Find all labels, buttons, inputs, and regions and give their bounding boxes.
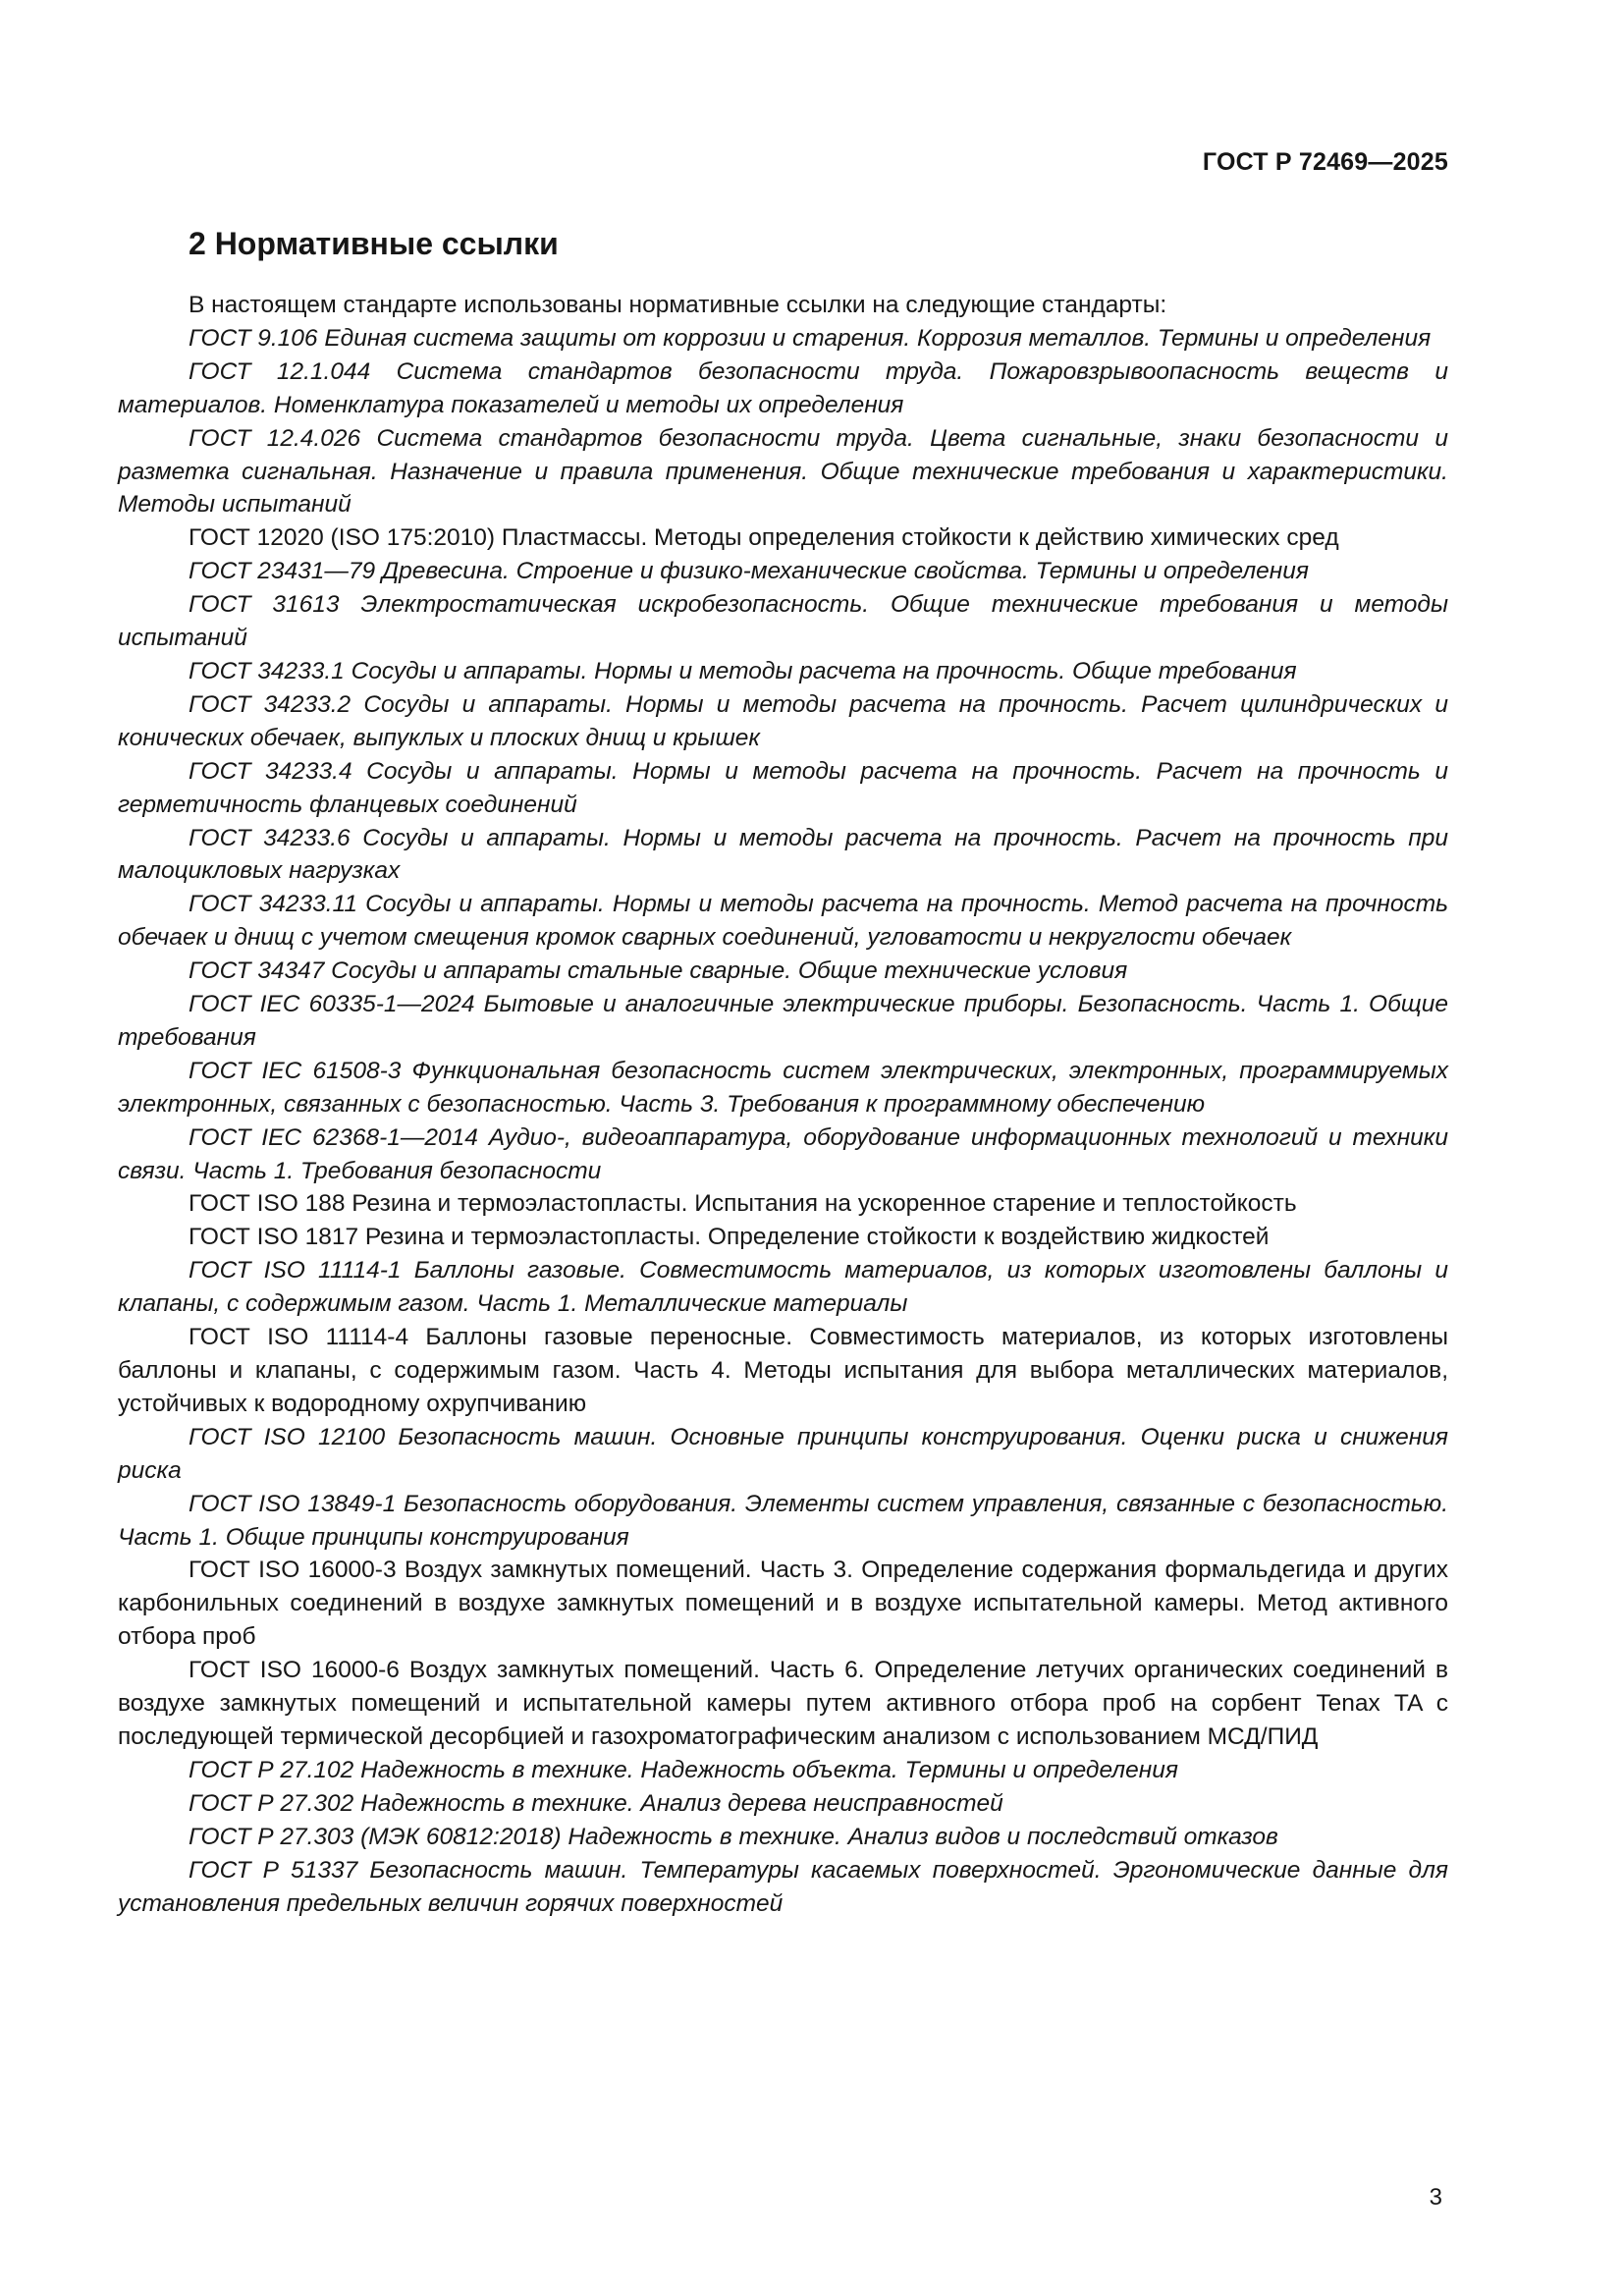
section-heading: 2 Нормативные ссылки: [189, 226, 559, 261]
reference-entry: ГОСТ 12020 (ISO 175:2010) Пластмассы. Методы определения стойкости к действию химических сред: [189, 524, 1339, 552]
reference-entry: ГОСТ Р 27.303 (МЭК 60812:2018) Надежность в технике. Анализ видов и последствий отказов: [189, 1823, 1278, 1850]
reference-entry: ГОСТ ISO 188 Резина и термоэластопласты. Испытания на ускоренное старение и теплостойкость: [189, 1190, 1297, 1218]
reference-entry: ГОСТ ISO 16000-3 Воздух замкнутых помещений. Часть 3. Определение содержания формальдегида и других карбонильных соединений в воздухе замкнутых помещений и в воздухе испытательной камеры. Метод активного отбора проб: [118, 1557, 1448, 1651]
reference-entry: ГОСТ 34233.1 Сосуды и аппараты. Нормы и методы расчета на прочность. Общие требования: [189, 657, 1297, 684]
reference-entry: ГОСТ Р 27.302 Надежность в технике. Анализ дерева неисправностей: [189, 1789, 1003, 1817]
references-body: [118, 289, 1448, 1920]
reference-entry: ГОСТ ISO 11114-1 Баллоны газовые. Совместимость материалов, из которых изготовлены баллоны и клапаны, с содержимым газом. Часть 1. Металлические материалы: [118, 1257, 1448, 1318]
reference-entry: ГОСТ 34233.4 Сосуды и аппараты. Нормы и методы расчета на прочность. Расчет на прочность и герметичность фланцевых соединений: [118, 757, 1448, 818]
reference-entry: ГОСТ 12.4.026 Система стандартов безопасности труда. Цвета сигнальные, знаки безопасности и разметка сигнальная. Назначение и правила применения. Общие технические требования и характеристики. Методы испытаний: [118, 424, 1448, 519]
reference-entry: ГОСТ 23431—79 Древесина. Строение и физико-механические свойства. Термины и определения: [189, 558, 1309, 585]
reference-entry: ГОСТ ISO 1817 Резина и термоэластопласты. Определение стойкости к воздействию жидкостей: [189, 1224, 1270, 1251]
reference-entry: ГОСТ 12.1.044 Система стандартов безопасности труда. Пожаровзрывоопасность веществ и материалов. Номенклатура показателей и методы их определения: [118, 357, 1448, 418]
page-number: 3: [1429, 2184, 1442, 2211]
reference-entry: ГОСТ ISO 16000-6 Воздух замкнутых помещений. Часть 6. Определение летучих органических соединений в воздухе замкнутых помещений и испытательной камеры путем активного отбора проб на сорбент Tenax TA с последующей термической десорбцией и газохроматографическим анализом с использованием МСД/ПИД: [118, 1657, 1448, 1750]
reference-entry: ГОСТ Р 27.102 Надежность в технике. Надежность объекта. Термины и определения: [189, 1756, 1178, 1783]
reference-entry: ГОСТ ISO 13849-1 Безопасность оборудования. Элементы систем управления, связанные с безопасностью. Часть 1. Общие принципы конструирования: [118, 1490, 1448, 1551]
reference-entry: ГОСТ IEC 60335-1—2024 Бытовые и аналогичные электрические приборы. Безопасность. Часть 1. Общие требования: [118, 991, 1448, 1051]
reference-entry: ГОСТ IEC 61508-3 Функциональная безопасность систем электрических, электронных, программируемых электронных, связанных с безопасностью. Часть 3. Требования к программному обеспечению: [118, 1057, 1448, 1118]
standard-designation: ГОСТ Р 72469—2025: [1202, 148, 1448, 176]
reference-entry: ГОСТ ISO 11114-4 Баллоны газовые переносные. Совместимость материалов, из которых изготовлены баллоны и клапаны, с содержимым газом. Часть 4. Методы испытания для выбора металлических материалов, устойчивых к водородному охрупчиванию: [118, 1324, 1448, 1417]
reference-entry: ГОСТ 31613 Электростатическая искробезопасность. Общие технические требования и методы испытаний: [118, 591, 1448, 652]
reference-entry: ГОСТ ISO 12100 Безопасность машин. Основные принципы конструирования. Оценки риска и снижения риска: [118, 1423, 1448, 1484]
intro-paragraph: В настоящем стандарте использованы нормативные ссылки на следующие стандарты:: [189, 292, 1167, 318]
reference-entry: ГОСТ 34347 Сосуды и аппараты стальные сварные. Общие технические условия: [189, 957, 1128, 985]
reference-entry: ГОСТ 34233.2 Сосуды и аппараты. Нормы и методы расчета на прочность. Расчет цилиндрических и конических обечаек, выпуклых и плоских днищ и крышек: [118, 690, 1448, 751]
reference-entry: ГОСТ 34233.6 Сосуды и аппараты. Нормы и методы расчета на прочность. Расчет на прочность при малоцикловых нагрузках: [118, 824, 1448, 885]
reference-list: [118, 322, 1448, 1921]
reference-entry: ГОСТ 34233.11 Сосуды и аппараты. Нормы и методы расчета на прочность. Метод расчета на прочность обечаек и днищ с учетом смещения кромок сварных соединений, угловатости и некруглости обечаек: [118, 891, 1448, 952]
reference-entry: ГОСТ 9.106 Единая система защиты от коррозии и старения. Коррозия металлов. Термины и определения: [189, 324, 1432, 352]
reference-entry: ГОСТ Р 51337 Безопасность машин. Температуры касаемых поверхностей. Эргономические данные для установления предельных величин горячих поверхностей: [118, 1856, 1448, 1917]
reference-entry: ГОСТ IEC 62368-1—2014 Аудио-, видеоаппаратура, оборудование информационных технологий и техники связи. Часть 1. Требования безопасности: [118, 1123, 1448, 1184]
